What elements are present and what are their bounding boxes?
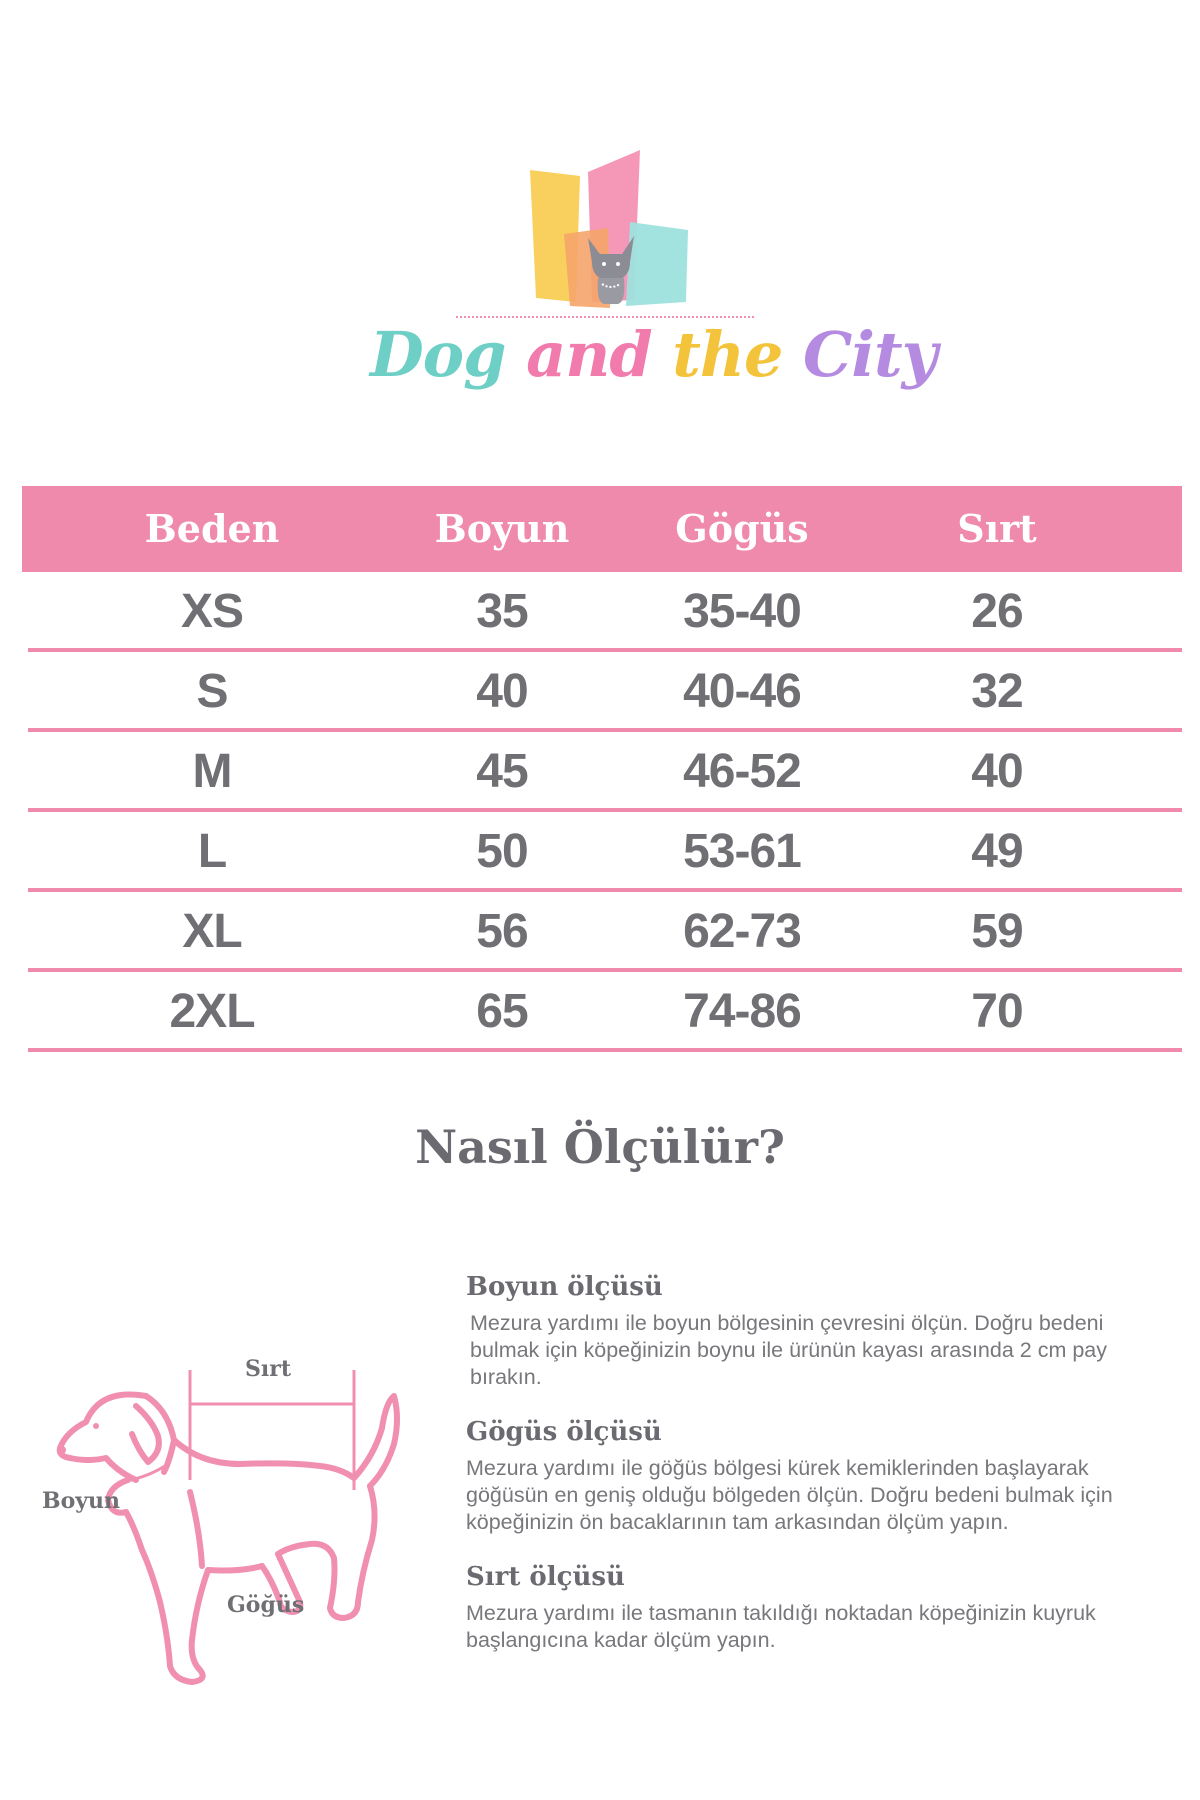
figure-label-chest: Göğüs xyxy=(227,1592,305,1618)
dog-measurement-diagram xyxy=(40,1340,440,1720)
cell-size: S xyxy=(196,665,228,718)
measurement-instructions xyxy=(466,1272,1166,1680)
table-row xyxy=(28,972,1182,1052)
cell-back: 40 xyxy=(971,745,1023,798)
cell-back: 26 xyxy=(971,585,1023,638)
cell-size: XS xyxy=(180,585,244,638)
figure-label-back: Sırt xyxy=(245,1356,291,1382)
header-neck: Boyun xyxy=(434,506,570,551)
cell-neck: 45 xyxy=(476,745,528,798)
cell-chest: 40-46 xyxy=(683,665,801,718)
size-table xyxy=(22,486,1182,1052)
brand-wordmark xyxy=(370,318,937,391)
cell-size: L xyxy=(197,825,227,878)
table-row xyxy=(28,892,1182,972)
back-instruction-text: Mezura yardımı ile tasmanın takıldığı noktadan köpeğinizin kuyruk başlangıcına kadar ölçüm yapın. xyxy=(466,1601,1096,1652)
cell-chest: 46-52 xyxy=(683,745,801,798)
cell-chest: 74-86 xyxy=(683,985,801,1038)
figure-label-neck: Boyun xyxy=(42,1488,121,1514)
brand-word-3: the xyxy=(672,318,783,391)
brand-word-4: City xyxy=(803,318,937,391)
cell-neck: 35 xyxy=(476,585,528,638)
cell-size: M xyxy=(192,745,232,798)
table-header xyxy=(22,486,1182,572)
cell-neck: 65 xyxy=(476,985,528,1038)
cell-chest: 62-73 xyxy=(683,905,801,958)
table-row xyxy=(28,732,1182,812)
cell-back: 59 xyxy=(971,905,1023,958)
cell-chest: 53-61 xyxy=(683,825,801,878)
brand-word-2: and xyxy=(526,318,652,391)
brand-logo xyxy=(370,140,937,410)
neck-instruction-text: Mezura yardımı ile boyun bölgesinin çevresini ölçün. Doğru bedeni bulmak için köpeğinizin boynu ile ürünün kayası arasında 2 cm pay bırakın. xyxy=(470,1311,1108,1389)
header-chest: Gögüs xyxy=(675,506,809,551)
cell-back: 32 xyxy=(971,665,1023,718)
header-back: Sırt xyxy=(957,506,1037,551)
back-instruction-title: Sırt ölçüsü xyxy=(466,1562,625,1592)
city-buildings-dog-icon xyxy=(530,150,700,320)
table-row xyxy=(28,652,1182,732)
chest-instruction-title: Gögüs ölçüsü xyxy=(466,1417,662,1447)
neck-instruction xyxy=(466,1272,1166,1391)
cell-neck: 50 xyxy=(476,825,528,878)
cell-neck: 56 xyxy=(476,905,528,958)
neck-instruction-title: Boyun ölçüsü xyxy=(466,1272,663,1302)
cell-back: 70 xyxy=(971,985,1023,1038)
back-instruction xyxy=(466,1562,1166,1654)
cell-neck: 40 xyxy=(476,665,528,718)
table-row xyxy=(28,812,1182,892)
how-to-measure-title: Nasıl Ölçülür? xyxy=(415,1120,785,1174)
cell-back: 49 xyxy=(971,825,1023,878)
cell-chest: 35-40 xyxy=(683,585,801,638)
dog-outline-icon xyxy=(40,1340,440,1720)
cell-size: 2XL xyxy=(169,985,255,1038)
header-size: Beden xyxy=(144,506,280,551)
chest-instruction xyxy=(466,1417,1166,1536)
brand-word-1: Dog xyxy=(370,318,506,391)
cell-size: XL xyxy=(182,905,242,958)
chest-instruction-text: Mezura yardımı ile göğüs bölgesi kürek kemiklerinden başlayarak göğüsün en geniş olduğu bölgeden ölçün. Doğru bedeni bulmak için köpeğinizin ön bacaklarının tam arkasından ölçüm yapın. xyxy=(466,1456,1113,1534)
table-row xyxy=(28,572,1182,652)
